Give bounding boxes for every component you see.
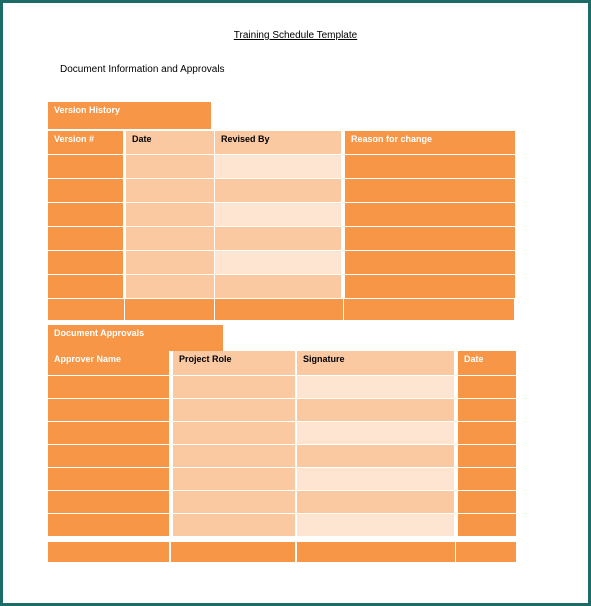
version-history-footer-cell	[344, 299, 514, 320]
version-history-tab: Version History	[48, 102, 211, 129]
version-history-cell	[215, 203, 341, 226]
version-history-cell	[345, 179, 515, 202]
version-history-cell	[48, 227, 123, 250]
version-history-cell	[345, 275, 515, 298]
version-history-cell	[345, 227, 515, 250]
version-history-cell	[126, 155, 214, 178]
document-approvals-tab: Document Approvals	[48, 325, 223, 351]
approvals-cell	[173, 514, 295, 536]
approvals-footer-cell	[48, 542, 169, 562]
version-history-cell	[215, 155, 341, 178]
approvals-cell	[297, 468, 454, 490]
version-history-cell	[48, 251, 123, 274]
version-history-cell	[126, 179, 214, 202]
approvals-cell	[48, 422, 169, 444]
approvals-cell	[173, 491, 295, 513]
version-history-footer-cell	[215, 299, 343, 320]
approvals-cell	[48, 376, 169, 398]
version-history-cell	[48, 203, 123, 226]
version-history-cell	[48, 275, 123, 298]
approvals-footer-cell	[171, 542, 295, 562]
approvals-footer-cell	[456, 542, 516, 562]
version-history-header-2: Date	[126, 131, 214, 154]
version-history-cell	[215, 227, 341, 250]
approvals-cell	[458, 491, 516, 513]
version-history-cell	[126, 227, 214, 250]
approvals-cell	[48, 445, 169, 467]
version-history-header-3: Revised By	[215, 131, 341, 154]
version-history-cell	[126, 275, 214, 298]
approvals-cell	[458, 514, 516, 536]
approvals-cell	[48, 399, 169, 421]
approvals-cell	[48, 514, 169, 536]
document-title: Training Schedule Template	[233, 30, 358, 41]
approvals-header-3: Signature	[297, 351, 454, 375]
approvals-cell	[173, 399, 295, 421]
approvals-header-1: Approver Name	[48, 351, 169, 375]
version-history-footer-cell	[48, 299, 124, 320]
approvals-cell	[48, 491, 169, 513]
approvals-cell	[173, 376, 295, 398]
version-history-cell	[48, 179, 123, 202]
approvals-cell	[297, 491, 454, 513]
approvals-cell	[173, 422, 295, 444]
approvals-cell	[458, 468, 516, 490]
approvals-header-4: Date	[458, 351, 516, 375]
version-history-cell	[345, 203, 515, 226]
version-history-cell	[126, 203, 214, 226]
approvals-cell	[458, 399, 516, 421]
approvals-cell	[458, 422, 516, 444]
version-history-header-1: Version #	[48, 131, 123, 154]
version-history-footer-cell	[125, 299, 214, 320]
approvals-cell	[297, 445, 454, 467]
approvals-cell	[458, 445, 516, 467]
version-history-cell	[345, 251, 515, 274]
approvals-cell	[297, 422, 454, 444]
approvals-cell	[297, 399, 454, 421]
approvals-cell	[297, 376, 454, 398]
approvals-cell	[458, 376, 516, 398]
approvals-cell	[48, 468, 169, 490]
approvals-header-2: Project Role	[173, 351, 295, 375]
approvals-cell	[297, 514, 454, 536]
approvals-footer-cell	[297, 542, 455, 562]
version-history-cell	[345, 155, 515, 178]
version-history-cell	[126, 251, 214, 274]
version-history-cell	[48, 155, 123, 178]
version-history-cell	[215, 275, 341, 298]
approvals-cell	[173, 445, 295, 467]
approvals-cell	[173, 468, 295, 490]
version-history-cell	[215, 251, 341, 274]
document-subtitle: Document Information and Approvals	[60, 64, 225, 75]
version-history-header-4: Reason for change	[345, 131, 515, 154]
version-history-cell	[215, 179, 341, 202]
